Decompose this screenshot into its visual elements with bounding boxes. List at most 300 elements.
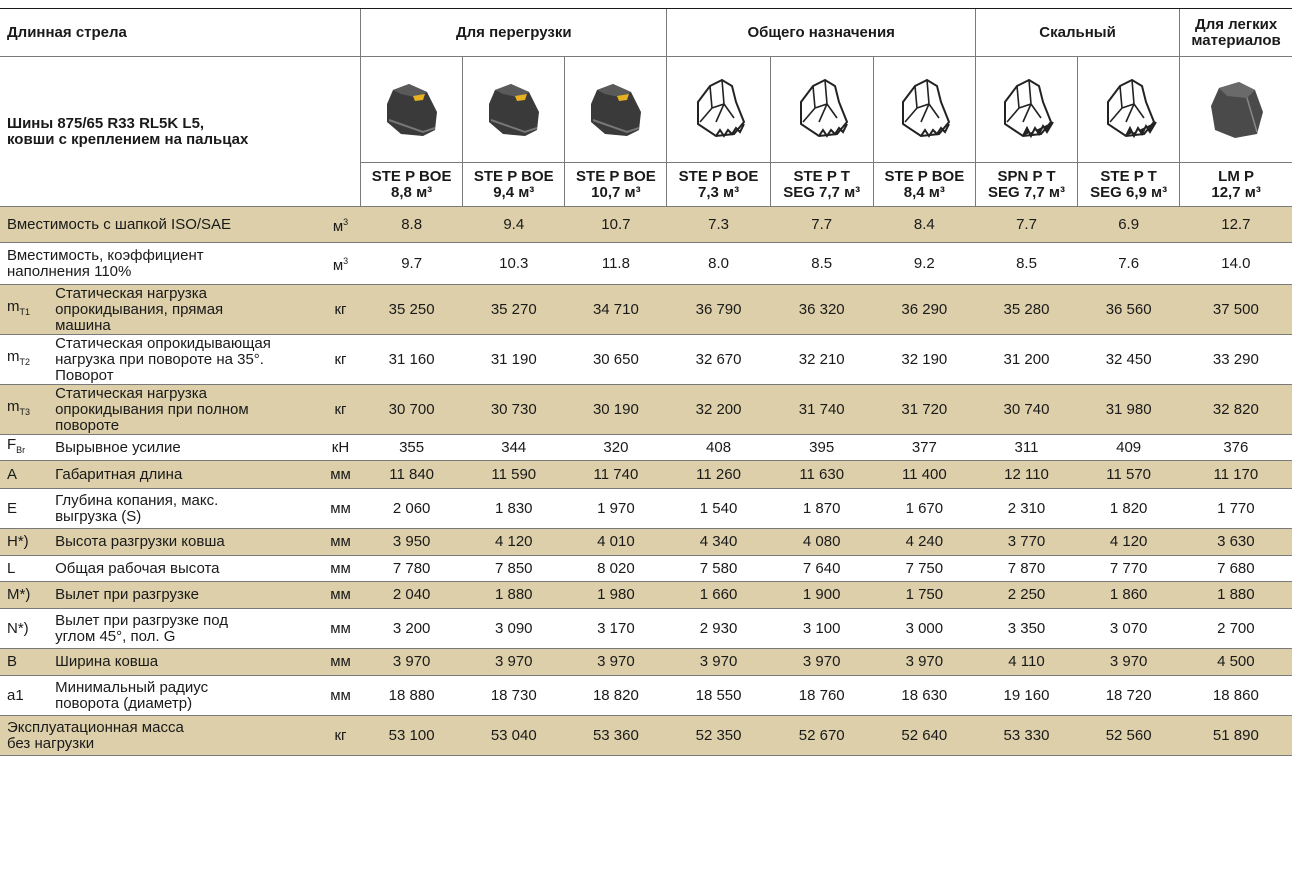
row-description-line: Вместимость с шапкой ISO/SAE [7,215,232,233]
value-cell: 7 850 [463,556,565,582]
value-cell: 11 400 [873,461,975,489]
value-cell: 35 270 [463,285,565,335]
value-cell: 4 340 [667,529,770,556]
value-cell: 35 250 [361,285,463,335]
row-symbol [0,556,55,582]
value-cell: 3 200 [361,609,463,649]
row-symbol-subscript: T1 [19,307,31,317]
row-symbol [0,609,55,649]
row-description-line: Габаритная длина [55,465,183,483]
bucket-name [667,163,770,207]
row-unit-text: кг [334,400,347,418]
bucket-name-line1: STE P T [1100,167,1157,185]
row-unit-text: кг [334,350,347,368]
value-cell: 2 930 [667,609,770,649]
value-cell: 3 070 [1078,609,1180,649]
bucket-image [975,57,1077,163]
row-symbol-letter: N*) [7,619,29,637]
row-unit-text: м [332,218,344,235]
spec-row [0,529,1292,556]
bucket-image [361,57,463,163]
row-unit [320,649,360,676]
row-unit-text: мм [330,465,351,483]
row-symbol [0,676,55,716]
row-description-line: Высота разгрузки ковша [55,533,225,550]
row-unit [320,582,360,609]
row-description-line: Статическая опрокидывающая [55,334,271,352]
value-cell: 8.5 [770,243,873,285]
value-cell: 4 080 [770,529,873,556]
value-cell: 2 250 [975,582,1077,609]
row-symbol-subscript: T3 [19,407,31,417]
value-cell: 3 630 [1180,529,1292,556]
row-description-line: Статическая нагрузка [55,284,207,302]
row-description-line: без нагрузки [7,734,95,752]
value-cell: 3 350 [975,609,1077,649]
row-description [55,285,320,335]
value-cell: 31 740 [770,385,873,435]
value-cell: 14.0 [1180,243,1292,285]
row-unit [320,556,360,582]
spec-row [0,285,1292,335]
value-cell: 3 950 [361,529,463,556]
value-cell: 30 740 [975,385,1077,435]
value-cell: 32 210 [770,335,873,385]
value-cell: 2 040 [361,582,463,609]
bucket-name-line1: STE P BOE [576,167,656,185]
value-cell: 4 120 [463,529,565,556]
value-cell: 7 780 [361,556,463,582]
row-description [55,529,320,556]
tyres-line-1: Шины 875/65 R33 RL5K L5, [7,114,205,132]
bucket-name-line1: STE P BOE [473,167,554,185]
value-cell: 1 980 [565,582,667,609]
bucket-image [463,57,565,163]
value-cell: 1 660 [667,582,770,609]
value-cell: 3 770 [975,529,1077,556]
bucket-name-line2: 8,4 м³ [903,183,945,201]
value-cell: 19 160 [975,676,1077,716]
row-symbol [0,582,55,609]
value-cell: 30 730 [463,385,565,435]
group-rock: Скальный [975,9,1179,57]
value-cell: 11 260 [667,461,770,489]
value-cell: 1 770 [1180,489,1292,529]
row-unit [320,285,360,335]
row-description-line: Общая рабочая высота [55,559,220,577]
row-unit-text: мм [330,533,351,550]
row-unit-text: мм [330,559,351,577]
row-symbol-letter: L [7,559,16,577]
value-cell: 11 740 [565,461,667,489]
group-light-material-line1: Для легких [1195,15,1278,33]
value-cell: 6.9 [1078,207,1180,243]
value-cell: 3 970 [667,649,770,676]
row-description-line: Минимальный радиус [55,678,209,696]
value-cell: 1 830 [463,489,565,529]
bucket-name [1078,163,1180,207]
row-unit-text: мм [330,653,351,670]
value-cell: 53 330 [975,716,1077,756]
value-cell: 4 240 [873,529,975,556]
value-cell: 2 700 [1180,609,1292,649]
row-unit [320,335,360,385]
value-cell: 31 190 [463,335,565,385]
row-symbol [0,529,55,556]
value-cell: 30 700 [361,385,463,435]
group-light-material [1180,9,1292,57]
row-description [0,716,320,756]
value-cell: 18 730 [463,676,565,716]
value-cell: 32 670 [667,335,770,385]
value-cell: 4 120 [1078,529,1180,556]
row-description [55,649,320,676]
bucket-name [1180,163,1292,207]
value-cell: 10.3 [463,243,565,285]
bucket-image [565,57,667,163]
value-cell: 8.4 [873,207,975,243]
row-symbol-subscript: Br [16,445,26,455]
spec-row [0,676,1292,716]
value-cell: 8.8 [361,207,463,243]
value-cell: 18 820 [565,676,667,716]
value-cell: 1 670 [873,489,975,529]
row-symbol [0,335,55,385]
value-cell: 7.3 [667,207,770,243]
row-description-line: поворота (диаметр) [55,694,193,712]
spec-row [0,489,1292,529]
value-cell: 12 110 [975,461,1077,489]
value-cell: 53 100 [361,716,463,756]
row-symbol [0,461,55,489]
bucket-name-line1: STE P T [793,167,850,185]
value-cell: 37 500 [1180,285,1292,335]
row-description-line: Глубина копания, макс. [55,491,219,509]
value-cell: 344 [463,435,565,461]
value-cell: 18 880 [361,676,463,716]
value-cell: 18 630 [873,676,975,716]
value-cell: 52 670 [770,716,873,756]
row-symbol [0,435,55,461]
value-cell: 8.5 [975,243,1077,285]
spec-row [0,243,1292,285]
value-cell: 11.8 [565,243,667,285]
tyres-line-2: ковши с креплением на пальцах [7,130,249,148]
bucket-name-line2: 8,8 м³ [391,183,433,201]
value-cell: 1 880 [463,582,565,609]
bucket-name-line1: STE P BOE [371,167,452,185]
row-description-line: Статическая нагрузка [55,384,207,402]
bucket-name-line2: SEG 7,7 м³ [783,183,861,201]
value-cell: 8 020 [565,556,667,582]
spec-row [0,609,1292,649]
value-cell: 1 540 [667,489,770,529]
bucket-icon-row [0,57,1292,163]
row-unit-text: м [332,257,344,274]
value-cell: 408 [667,435,770,461]
row-unit [320,207,360,243]
bucket-name [873,163,975,207]
row-description [55,582,320,609]
value-cell: 3 970 [873,649,975,676]
value-cell: 36 320 [770,285,873,335]
rock-bucket-icon [993,100,1059,117]
row-unit-text: кг [334,300,347,318]
spec-row [0,335,1292,385]
group-general-purpose: Общего назначения [667,9,975,57]
row-unit [320,461,360,489]
light-material-bucket-icon [1203,100,1269,117]
row-symbol-letter: a1 [7,686,24,704]
value-cell: 51 890 [1180,716,1292,756]
bucket-name [361,163,463,207]
value-cell: 9.4 [463,207,565,243]
value-cell: 1 880 [1180,582,1292,609]
bucket-name-line1: SPN P T [997,167,1056,185]
row-description-line: Вырывное усилие [55,438,181,456]
value-cell: 9.2 [873,243,975,285]
value-cell: 4 500 [1180,649,1292,676]
value-cell: 1 860 [1078,582,1180,609]
row-unit [320,676,360,716]
spec-row [0,385,1292,435]
value-cell: 7 640 [770,556,873,582]
general-purpose-bucket-icon [789,100,855,117]
row-symbol-letter: A [7,465,18,483]
bucket-name-line2: SEG 7,7 м³ [988,183,1065,201]
value-cell: 34 710 [565,285,667,335]
row-description-line: повороте [55,416,120,434]
row-unit-text: мм [330,686,351,704]
row-description-line: Эксплуатационная масса [7,718,184,736]
row-unit [320,529,360,556]
table-title: Длинная стрела [0,9,361,57]
value-cell: 52 560 [1078,716,1180,756]
value-cell: 1 820 [1078,489,1180,529]
general-purpose-bucket-icon [686,100,752,117]
value-cell: 11 170 [1180,461,1292,489]
bucket-image [1180,57,1292,163]
row-symbol-letter: m [7,298,20,315]
value-cell: 32 200 [667,385,770,435]
bucket-image [667,57,770,163]
value-cell: 355 [361,435,463,461]
value-cell: 32 190 [873,335,975,385]
row-description-line: нагрузка при повороте на 35°. [55,350,264,368]
row-description [55,489,320,529]
row-description-line: Вместимость, коэффициент [7,246,204,264]
bucket-name [975,163,1077,207]
row-symbol [0,385,55,435]
value-cell: 7 580 [667,556,770,582]
bucket-name-line2: 12,7 м³ [1211,183,1261,201]
bucket-name-line1: STE P BOE [678,167,759,185]
value-cell: 311 [975,435,1077,461]
row-description [55,676,320,716]
row-symbol-letter: m [7,348,20,365]
general-purpose-bucket-icon [891,100,957,117]
spec-row [0,461,1292,489]
row-description-line: наполнения 110% [7,262,132,280]
bucket-name-line2: 10,7 м³ [591,183,641,201]
row-unit [320,489,360,529]
value-cell: 18 860 [1180,676,1292,716]
value-cell: 12.7 [1180,207,1292,243]
value-cell: 52 350 [667,716,770,756]
row-description-line: Вылет при разгрузке [55,586,199,603]
row-description-line: Поворот [55,366,114,384]
value-cell: 52 640 [873,716,975,756]
value-cell: 32 820 [1180,385,1292,435]
value-cell: 3 970 [565,649,667,676]
value-cell: 32 450 [1078,335,1180,385]
bucket-name [770,163,873,207]
value-cell: 30 190 [565,385,667,435]
value-cell: 31 160 [361,335,463,385]
value-cell: 7.7 [770,207,873,243]
row-description-line: Ширина ковша [55,653,159,670]
row-symbol [0,285,55,335]
value-cell: 395 [770,435,873,461]
bucket-image [873,57,975,163]
rehandling-bucket-icon [481,100,547,117]
value-cell: 18 720 [1078,676,1180,716]
bucket-name [463,163,565,207]
row-description-line: Вылет при разгрузке под [55,611,229,629]
group-light-material-line2: материалов [1191,31,1281,49]
row-symbol-subscript: T2 [19,357,31,367]
row-description [55,335,320,385]
rehandling-bucket-icon [583,100,649,117]
value-cell: 1 900 [770,582,873,609]
spec-row [0,716,1292,756]
value-cell: 3 970 [361,649,463,676]
row-description [55,609,320,649]
row-unit-text: мм [330,586,351,603]
spec-row [0,649,1292,676]
value-cell: 31 980 [1078,385,1180,435]
value-cell: 2 310 [975,489,1077,529]
row-description [0,207,320,243]
bucket-name-line2: 9,4 м³ [493,183,535,201]
group-header-row [0,9,1292,57]
value-cell: 53 360 [565,716,667,756]
row-unit-text: кг [334,726,347,744]
value-cell: 18 550 [667,676,770,716]
value-cell: 11 630 [770,461,873,489]
row-symbol-letter: H*) [7,533,29,550]
value-cell: 376 [1180,435,1292,461]
row-symbol-letter: m [7,398,20,415]
row-description [55,435,320,461]
row-symbol-letter: M*) [7,586,31,603]
value-cell: 7 680 [1180,556,1292,582]
bucket-name-line2: SEG 6,9 м³ [1090,183,1168,201]
bucket-name-line2: 7,3 м³ [697,183,740,201]
row-unit-text: мм [330,499,351,517]
row-description-line: выгрузка (S) [55,507,142,525]
value-cell: 7.6 [1078,243,1180,285]
row-symbol-letter: F [7,436,17,453]
value-cell: 31 720 [873,385,975,435]
value-cell: 30 650 [565,335,667,385]
bucket-image [1078,57,1180,163]
rehandling-bucket-icon [379,100,445,117]
value-cell: 36 560 [1078,285,1180,335]
value-cell: 3 970 [463,649,565,676]
row-description [55,556,320,582]
value-cell: 4 010 [565,529,667,556]
row-symbol [0,649,55,676]
group-rehandling: Для перегрузки [361,9,667,57]
value-cell: 409 [1078,435,1180,461]
row-unit [320,609,360,649]
value-cell: 10.7 [565,207,667,243]
value-cell: 31 200 [975,335,1077,385]
row-description-line: углом 45°, пол. G [55,627,176,645]
value-cell: 18 760 [770,676,873,716]
value-cell: 11 590 [463,461,565,489]
value-cell: 3 170 [565,609,667,649]
value-cell: 3 000 [873,609,975,649]
value-cell: 7 870 [975,556,1077,582]
value-cell: 3 090 [463,609,565,649]
row-unit [320,243,360,285]
value-cell: 1 970 [565,489,667,529]
value-cell: 3 970 [770,649,873,676]
row-unit [320,435,360,461]
row-description-line: опрокидывания, прямая [55,300,224,318]
value-cell: 35 280 [975,285,1077,335]
value-cell: 9.7 [361,243,463,285]
value-cell: 11 570 [1078,461,1180,489]
bucket-name [565,163,667,207]
value-cell: 7 770 [1078,556,1180,582]
value-cell: 2 060 [361,489,463,529]
value-cell: 36 290 [873,285,975,335]
value-cell: 53 040 [463,716,565,756]
value-cell: 3 970 [1078,649,1180,676]
bucket-name-line1: STE P BOE [884,167,965,185]
bucket-image [770,57,873,163]
rock-bucket-icon [1096,100,1162,117]
row-unit-text: мм [330,619,351,637]
row-description [55,461,320,489]
row-unit-superscript: 3 [343,256,349,266]
row-symbol [0,489,55,529]
row-symbol-letter: E [7,499,18,517]
row-description [55,385,320,435]
value-cell: 11 840 [361,461,463,489]
bucket-name-line1: LM P [1218,167,1255,185]
row-unit [320,716,360,756]
row-unit [320,385,360,435]
value-cell: 320 [565,435,667,461]
value-cell: 3 100 [770,609,873,649]
tyres-caption [0,57,361,207]
spec-row [0,207,1292,243]
spec-table [0,8,1292,756]
row-unit-superscript: 3 [343,217,349,227]
row-description-line: опрокидывания при полном [55,400,249,418]
value-cell: 7 750 [873,556,975,582]
spec-row [0,435,1292,461]
spec-row [0,556,1292,582]
value-cell: 377 [873,435,975,461]
value-cell: 1 870 [770,489,873,529]
value-cell: 4 110 [975,649,1077,676]
value-cell: 33 290 [1180,335,1292,385]
